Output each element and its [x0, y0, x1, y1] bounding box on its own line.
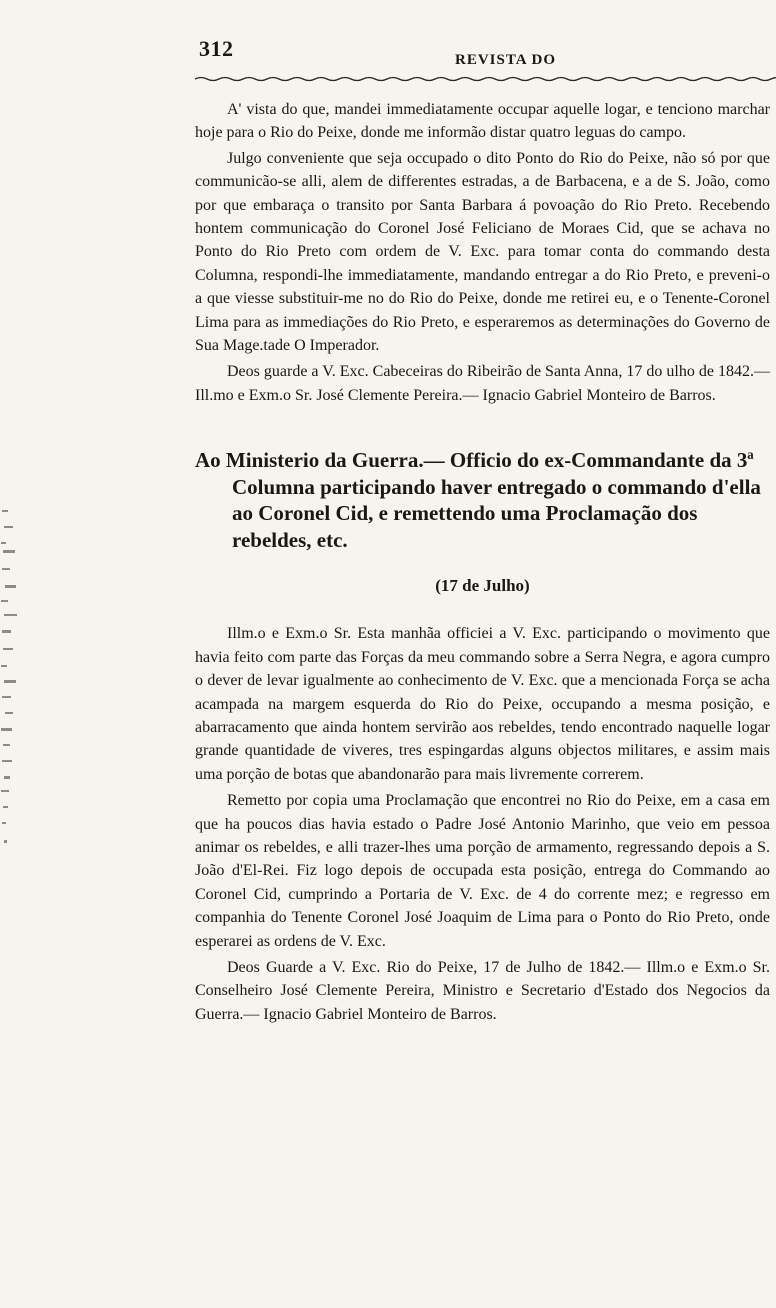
- paragraph: A' vista do que, mandei immediatamente occupar aquelle logar, e tenciono marchar hoje para o Rio do Peixe, donde me informão distar quatro leguas do campo.: [195, 101, 770, 142]
- paragraph: Illm.o e Exm.o Sr. Esta manhãa officiei a V. Exc. participando o movimento que havia feito com parte das Forças da meu commando sobre a Serra Negra, e agora cumpro o dever de levar igualmente ao conhecimento de V. Exc. que a mencionada Força se acha acampada na margem esquerda do Rio do Peixe, occupando a mesma posição, e abarracamento que ainda hontem servirão aos rebeldes, tendo encontrado naquelle logar grande quantidade de viveres, tres espingardas alguns objectos militares, e assim mais uma porção de botas que abandonarão para mais livremente correrem.: [195, 625, 770, 783]
- document-body: [195, 98, 770, 1026]
- section-date: (17 de Julho): [435, 576, 530, 596]
- section-heading: Ao Ministerio da Guerra.— Officio do ex-Commandante da 3ª Columna participando haver entregado o commando d'ella ao Coronel Cid, e remettendo uma Proclamação dos rebeldes, etc.: [195, 448, 761, 552]
- page-number: 312: [199, 36, 234, 61]
- paragraph: Remetto por copia uma Proclamação que encontrei no Rio do Peixe, em a casa em que ha poucos dias havia estado o Padre José Antonio Marinho, que veio em pessoa animar os rebeldes, e alli trazer-lhes uma porção de armamento, regressando depois a S. João d'El-Rei. Fiz logo depois de occupada esta posição, entrega do Commando ao Coronel Cid, cumprindo a Portaria de V. Exc. de 4 do corrente mez; e regresso em companhia do Tenente Coronel José Joaquim de Lima para o Ponto do Rio Preto, onde esperarei as ordens de V. Exc.: [195, 792, 770, 950]
- signature-paragraph: Deos Guarde a V. Exc. Rio do Peixe, 17 de Julho de 1842.— Illm.o e Exm.o Sr. Conselheiro José Clemente Pereira, Ministro e Secretario d'Estado dos Negocios da Guerra.— Ignacio Gabriel Monteiro de Barros.: [195, 958, 770, 1023]
- header-rule: [195, 76, 776, 82]
- running-head: REVISTA DO: [455, 52, 556, 68]
- margin-ink-marks: [0, 490, 40, 880]
- paragraph: Julgo conveniente que seja occupado o dito Ponto do Rio do Peixe, não só por que communicão-se alli, alem de differentes estradas, a de Barbacena, e a de S. João, como por que embaraça o transito por Santa Barbara á povoação do Rio Preto. Recebendo hontem communicação do Coronel José Feliciano de Moraes Cid, que se achava no Ponto do Rio Preto com ordem de V. Exc. para tomar conta do commando desta Columna, respondi-lhe immediatamente, mandando entregar a do Rio Preto, e preveni-o a que viesse substituir-me no do Rio do Peixe, donde me retirei eu, e o Tenente-Coronel Lima para as immediações do Rio Preto, e esperaremos as determinações do Governo de Sua Mage.tade O Imperador.: [195, 149, 770, 355]
- signature-paragraph: Deos guarde a V. Exc. Cabeceiras do Ribeirão de Santa Anna, 17 do ulho de 1842.— Ill.mo e Exm.o Sr. José Clemente Pereira.— Ignacio Gabriel Monteiro de Barros.: [195, 363, 770, 404]
